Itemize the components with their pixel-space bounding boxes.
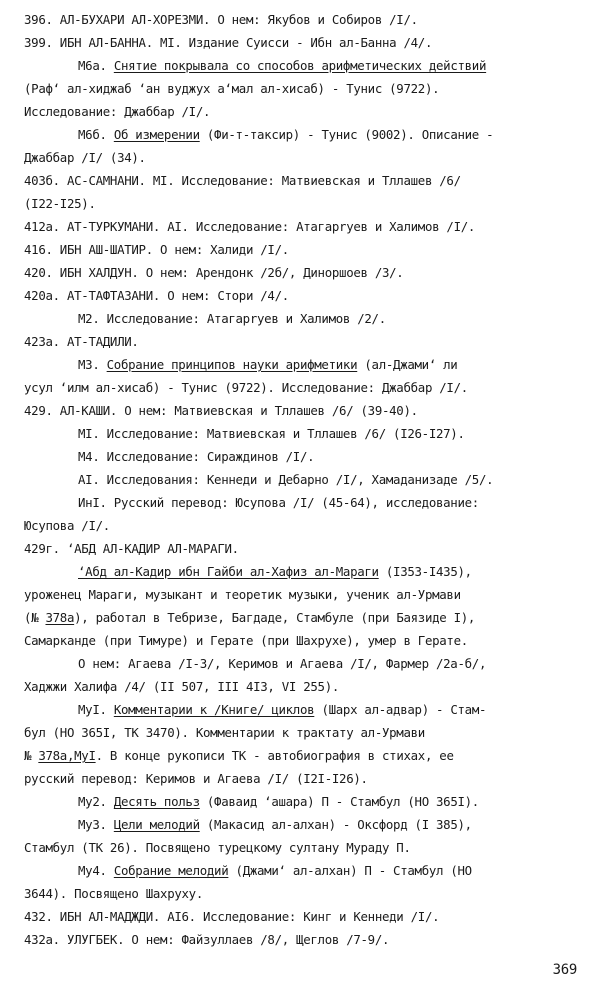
- text-line: [24, 123, 598, 146]
- text-segment: 432. ИБН АЛ-МАДЖДИ. АI6. Исследование: Кинг и Кеннеди /I/.: [24, 909, 440, 924]
- text-segment: (Шарх ал-адвар) - Стам-: [314, 702, 487, 717]
- text-segment: 429. АЛ-КАШИ. О нем: Матвиевская и Тллашев /6/ (39-40).: [24, 403, 418, 418]
- text-segment: 423а. АТ-ТАДИЛИ.: [24, 334, 139, 349]
- text-segment: (Фи-т-таксир) - Тунис (9002). Описание -: [199, 127, 494, 142]
- text-segment: Исследование: Джаббар /I/.: [24, 104, 211, 119]
- text-line: [24, 652, 598, 675]
- underlined-title: Комментарии к /Книге/ циклов: [113, 702, 315, 717]
- underlined-title: Об измерении: [113, 127, 200, 142]
- text-segment: М4. Исследование: Сираждинов /I/.: [78, 449, 315, 464]
- text-line: [24, 905, 598, 928]
- text-segment: Юсупова /I/.: [24, 518, 110, 533]
- text-line: [24, 675, 598, 698]
- text-line: [24, 928, 598, 951]
- text-line: [24, 284, 598, 307]
- text-segment: 396. АЛ-БУХАРИ АЛ-ХОРЕЗМИ. О нем: Якубов и Собиров /I/.: [24, 12, 418, 27]
- text-segment: 412а. АТ-ТУРКУМАНИ. АI. Исследование: Атагарryев и Халимов /I/.: [24, 219, 476, 234]
- text-line: [24, 399, 598, 422]
- text-segment: ), работал в Тебризе, Багдаде, Стамбуле (при Баязиде I),: [74, 610, 476, 625]
- underlined-title: 378а: [45, 610, 75, 625]
- underlined-title: Снятие покрывала со способов арифметических действий: [113, 58, 487, 73]
- text-line: [24, 606, 598, 629]
- text-segment: Стамбул (ТК 26). Посвящено турецкому султану Мураду П.: [24, 840, 411, 855]
- text-line: [24, 560, 598, 583]
- text-segment: М2. Исследование: Атагарryев и Халимов /2/.: [78, 311, 386, 326]
- text-line: [24, 192, 598, 215]
- text-line: [24, 813, 598, 836]
- underlined-title: Собрание принципов науки арифметики: [106, 357, 358, 372]
- text-line: [24, 445, 598, 468]
- text-line: [24, 54, 598, 77]
- text-line: [24, 583, 598, 606]
- text-line: [24, 859, 598, 882]
- text-segment: 420. ИБН ХАЛДУН. О нем: Арендонк /2б/, Диноршоев /3/.: [24, 265, 404, 280]
- text-line: [24, 721, 598, 744]
- underlined-title: Собрание мелодий: [113, 863, 229, 878]
- text-line: [24, 146, 598, 169]
- text-segment: бул (НО 365I, ТК 3470). Комментарии к трактату ал-Урмави: [24, 725, 425, 740]
- text-segment: Джаббар /I/ (34).: [24, 150, 146, 165]
- text-segment: О нем: Агаева /I-3/, Керимов и Агаева /I/, Фармер /2а-б/,: [78, 656, 487, 671]
- text-line: [24, 100, 598, 123]
- text-segment: (Раф‘ ал-хиджаб ‘ан вуджух а‘мал ал-хисаб) - Тунис (9722).: [24, 81, 440, 96]
- text-line: [24, 8, 598, 31]
- text-segment: 403б. АС-САМНАНИ. МI. Исследование: Матвиевская и Тллашев /6/: [24, 173, 461, 188]
- underlined-title: Десять польз: [113, 794, 200, 809]
- underlined-title: 378а,МуI: [38, 748, 96, 763]
- text-segment: 429г. ‘АБД АЛ-КАДИР АЛ-МАРАГИ.: [24, 541, 239, 556]
- text-line: [24, 790, 598, 813]
- text-segment: (I22-I25).: [24, 196, 96, 211]
- text-segment: М6б.: [78, 127, 114, 142]
- text-segment: 420а. АТ-ТАФТАЗАНИ. О нем: Стори /4/.: [24, 288, 289, 303]
- text-line: [24, 77, 598, 100]
- text-line: [24, 261, 598, 284]
- text-segment: (I353-I435),: [378, 564, 472, 579]
- text-line: [24, 882, 598, 905]
- text-segment: русский перевод: Керимов и Агаева /I/ (I2I-I26).: [24, 771, 368, 786]
- text-segment: (Джами‘ ал-алхан) П - Стамбул (НО: [228, 863, 472, 878]
- text-segment: МуI.: [78, 702, 114, 717]
- text-segment: №: [24, 748, 39, 763]
- text-segment: (ал-Джами‘ ли: [357, 357, 458, 372]
- text-segment: Му4.: [78, 863, 114, 878]
- text-segment: Му2.: [78, 794, 114, 809]
- text-segment: МI. Исследование: Матвиевская и Тллашев /6/ (I26-I27).: [78, 426, 465, 441]
- text-line: [24, 169, 598, 192]
- text-segment: . В конце рукописи ТК - автобиография в стихах, ее: [95, 748, 454, 763]
- text-segment: 3644). Посвящено Шахруху.: [24, 886, 203, 901]
- text-segment: усул ‘илм ал-хисаб) - Тунис (9722). Исследование: Джаббар /I/.: [24, 380, 468, 395]
- text-line: [24, 491, 598, 514]
- text-line: [24, 836, 598, 859]
- text-segment: (№: [24, 610, 46, 625]
- text-segment: АI. Исследования: Кеннеди и Дебарно /I/, Хамаданизаде /5/.: [78, 472, 494, 487]
- text-line: [24, 744, 598, 767]
- text-segment: 399. ИБН АЛ-БАННА. МI. Издание Суисси - Ибн ал-Банна /4/.: [24, 35, 433, 50]
- text-line: [24, 330, 598, 353]
- text-segment: Му3.: [78, 817, 114, 832]
- text-segment: (Фаваид ‘ашара) П - Стамбул (НО 365I).: [199, 794, 479, 809]
- text-line: [24, 537, 598, 560]
- page-text: [24, 8, 598, 951]
- text-line: [24, 215, 598, 238]
- text-line: [24, 353, 598, 376]
- text-segment: (Макасид ал-алхан) - Оксфорд (I 385),: [199, 817, 472, 832]
- underlined-title: ‘Абд ал-Кадир ибн Гайби ал-Хафиз ал-Мараги: [78, 564, 379, 579]
- text-line: [24, 514, 598, 537]
- text-line: [24, 238, 598, 261]
- text-line: [24, 422, 598, 445]
- text-line: [24, 468, 598, 491]
- text-segment: 416. ИБН АШ-ШАТИР. О нем: Халиди /I/.: [24, 242, 289, 257]
- text-line: [24, 31, 598, 54]
- text-segment: уроженец Мараги, музыкант и теоретик музыки, ученик ал-Урмави: [24, 587, 461, 602]
- text-line: [24, 376, 598, 399]
- page-number: 369: [552, 962, 577, 978]
- text-segment: ИнI. Русский перевод: Юсупова /I/ (45-64), исследование:: [78, 495, 479, 510]
- underlined-title: Цели мелодий: [113, 817, 200, 832]
- text-line: [24, 629, 598, 652]
- text-segment: Хаджжи Халифа /4/ (II 507, III 4I3, VI 255).: [24, 679, 340, 694]
- text-segment: 432а. УЛУГБЕК. О нем: Файзуллаев /8/, Щеглов /7-9/.: [24, 932, 390, 947]
- text-line: [24, 307, 598, 330]
- text-segment: М6а.: [78, 58, 114, 73]
- text-line: [24, 767, 598, 790]
- text-segment: М3.: [78, 357, 107, 372]
- text-line: [24, 698, 598, 721]
- text-segment: Самарканде (при Тимуре) и Герате (при Шахрухе), умер в Герате.: [24, 633, 468, 648]
